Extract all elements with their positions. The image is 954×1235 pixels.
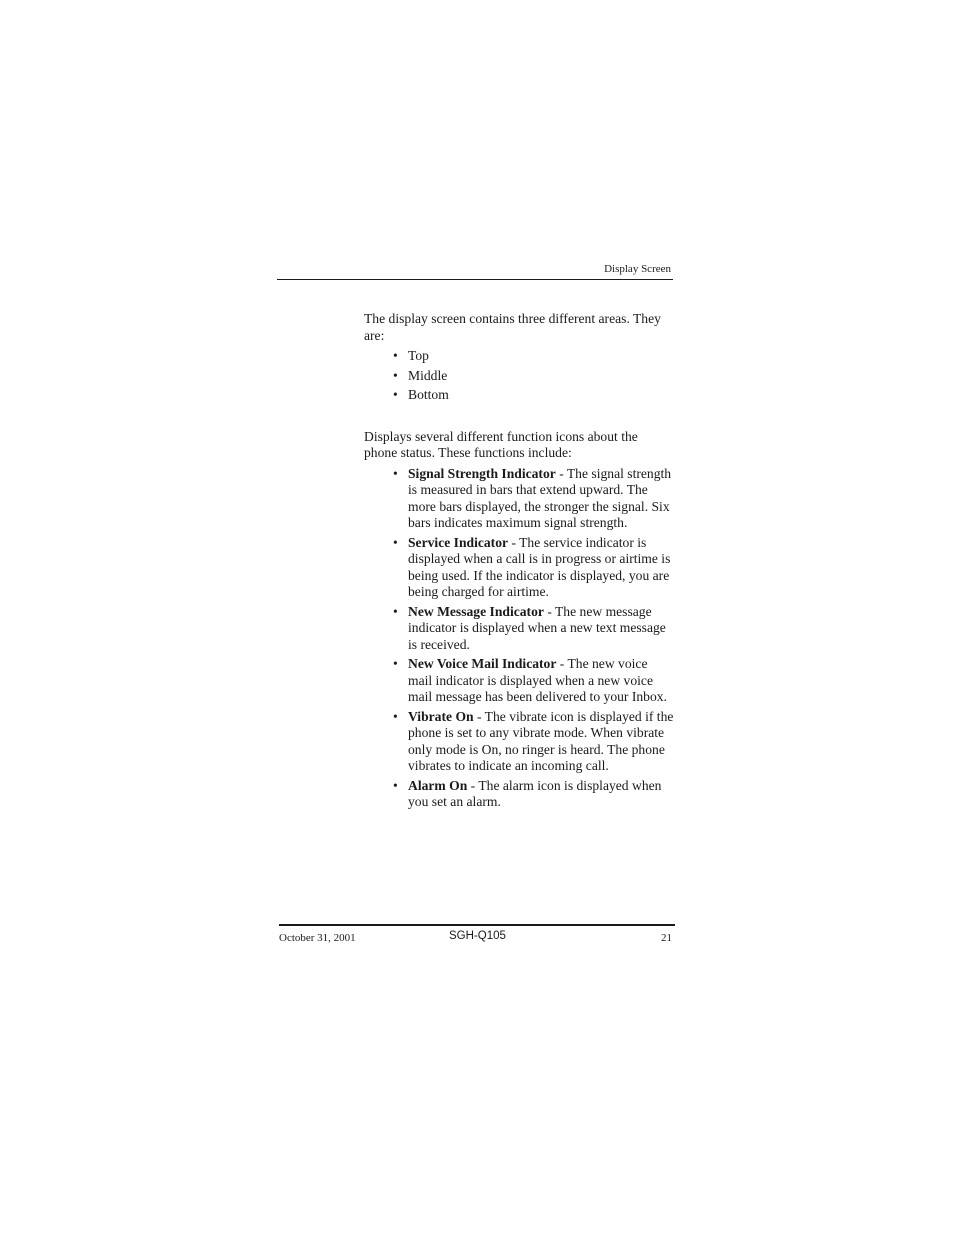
- list-item: [364, 778, 674, 811]
- item-term: Alarm On: [408, 777, 468, 793]
- list-item: [364, 604, 674, 654]
- item-description: - The signal strength is measured in bars that extend upward. The more bars displayed, the stronger the signal. Six bars indicates maximum signal strength.: [408, 465, 672, 530]
- list-item: • Bottom: [364, 387, 674, 404]
- footer-date: October 31, 2001: [279, 932, 356, 944]
- list-item: • Top: [364, 348, 674, 365]
- item-description: - The alarm icon is displayed when you set an alarm.: [408, 777, 662, 809]
- intro-paragraph: The display screen contains three different areas. They are:: [364, 311, 661, 343]
- running-header: Display Screen: [604, 263, 671, 275]
- item-term: Vibrate On: [408, 708, 474, 724]
- item-term: New Message Indicator: [408, 603, 544, 619]
- list-item: [364, 535, 674, 601]
- top-section-paragraph: Displays several different function icons about the phone status. These functions include:: [364, 428, 638, 460]
- header-divider: [277, 279, 673, 280]
- item-description: - The service indicator is displayed when a call is in progress or airtime is being used. If the indicator is displayed, you are being charged for airtime.: [408, 534, 671, 599]
- item-description: - The new voice mail indicator is displayed when a new voice mail message has been delivered to your Inbox.: [408, 656, 667, 704]
- item-term: Service Indicator: [408, 534, 509, 550]
- footer-divider: [279, 924, 675, 926]
- list-item: [364, 466, 674, 532]
- list-item: [364, 656, 674, 706]
- item-term: New Voice Mail Indicator: [408, 656, 557, 671]
- footer-model: SGH-Q105: [449, 930, 506, 942]
- item-term: Signal Strength Indicator: [408, 465, 556, 481]
- areas-list: [364, 348, 674, 404]
- list-item: [364, 709, 674, 775]
- item-description: - The vibrate icon is displayed if the phone is set to any vibrate mode. When vibrate only mode is On, no ringer is heard. The phone vibrates to indicate an incoming call.: [408, 708, 674, 773]
- functions-list: [364, 466, 674, 811]
- page-number: 21: [661, 932, 672, 944]
- list-item: • Middle: [364, 368, 674, 385]
- page-body: [364, 311, 674, 811]
- item-description: - The new message indicator is displayed when a new text message is received.: [408, 603, 666, 652]
